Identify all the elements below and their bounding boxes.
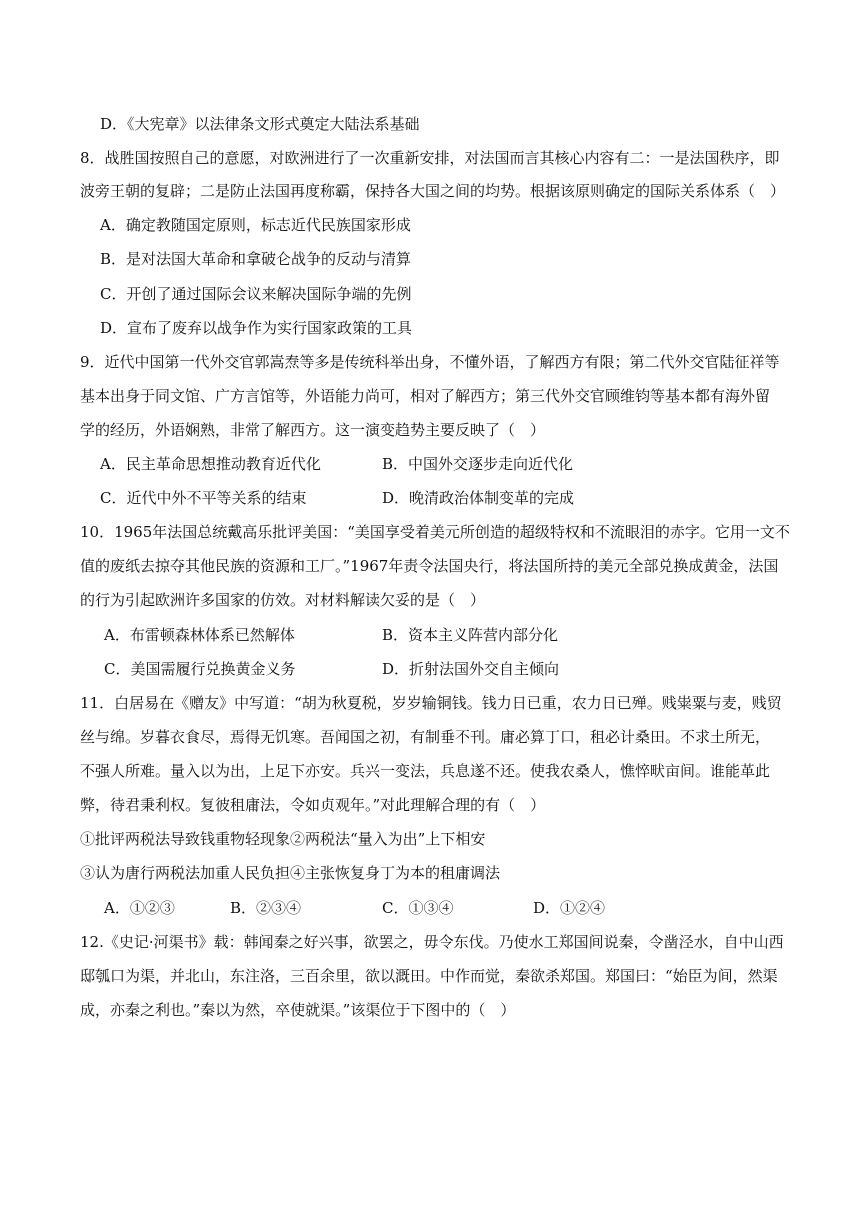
q11-option-c: C．①③④ [382,899,454,917]
q8-option-c: C．开创了通过国际会议来解决国际争端的先例 [100,285,412,303]
q11-option-b: B．②③④ [230,899,302,917]
q7-option-d: D．《大宪章》以法律条文形式奠定大陆法系基础 [100,115,420,133]
q10-stem-line-2: 值的废纸去掠夺其他民族的资源和工厂。”1967年责令法国央行，将法国所持的美元全部兑换成黄金，法国 [80,557,779,575]
q9-option-b: B．中国外交逐步走向近代化 [382,455,574,473]
q9-stem-line-1: 9．近代中国第一代外交官郭嵩焘等多是传统科举出身，不懂外语，了解西方有限；第二代外交官陆征祥等 [80,353,780,371]
q11-stem-line-3: 不强人所难。量入以为出，上足下亦安。兵兴一变法，兵息遂不还。使我农桑人，憔悴畎亩间。谁能革此 [80,762,771,780]
q12-stem-line-1: 12.《史记·河渠书》载：韩闻秦之好兴事，欲罢之，毋令东伐。乃使水工郑国间说秦，令凿泾水，自中山西 [80,933,784,951]
q8-stem-line-2: 波旁王朝的复辟；二是防止法国再度称霸，保持各大国之间的均势。根据该原则确定的国际关系体系（ ） [80,182,786,200]
q11-option-a: A．①②③ [104,899,175,917]
q11-stem-line-2: 丝与绵。岁暮衣食尽，焉得无饥寒。吾闻国之初，有制垂不刊。庸必算丁口，租必计桑田。不求土所无， [80,728,771,746]
q8-option-d: D．宣布了废弃以战争作为实行国家政策的工具 [100,319,413,337]
q8-option-a: A．确定教随国定原则，标志近代民族国家形成 [100,216,411,234]
q12-stem-line-3: 成，亦秦之利也。”秦以为然，卒使就渠。”该渠位于下图中的（ ） [80,1001,516,1019]
q9-stem-line-3: 学的经历，外语娴熟，非常了解西方。这一演变趋势主要反映了（ ） [80,421,546,439]
q9-option-c: C．近代中外不平等关系的结束 [100,489,307,507]
q10-stem-line-3: 的行为引起欧洲许多国家的仿效。对材料解读欠妥的是（ ） [80,591,486,609]
q12-stem-line-2: 邸瓠口为渠，并北山，东注洛，三百余里，欲以溉田。中作而觉，秦欲杀郑国。郑国曰：“始臣为间，然渠 [80,967,778,985]
q8-option-b: B．是对法国大革命和拿破仑战争的反动与清算 [100,250,412,268]
q10-option-c: C．美国需履行兑换黄金义务 [104,660,296,678]
q10-option-b: B．资本主义阵营内部分化 [382,626,559,644]
q10-stem-line-1: 10．1965年法国总统戴高乐批评美国：“美国享受着美元所创造的超级特权和不流眼泪的赤字。它用一文不 [80,523,790,541]
q10-option-a: A．布雷顿森林体系已然解体 [104,626,295,644]
q11-stem-line-4: 弊，待君秉利权。复彼租庸法，令如贞观年。”对此理解合理的有（ ） [80,796,546,814]
q9-option-d: D．晚清政治体制变革的完成 [382,489,575,507]
q8-stem-line-1: 8．战胜国按照自己的意愿，对欧洲进行了一次重新安排，对法国而言其核心内容有二：一是法国秩序，即 [80,149,780,167]
q11-items-line-2: ③认为唐行两税法加重人民负担④主张恢复身丁为本的租庸调法 [80,864,501,882]
q11-items-line-1: ①批评两税法导致钱重物轻现象②两税法“量入为出”上下相安 [80,830,486,848]
q11-option-d: D．①②④ [533,899,606,917]
q9-option-a: A．民主革命思想推动教育近代化 [100,455,321,473]
q11-stem-line-1: 11．白居易在《赠友》中写道：“胡为秋夏税，岁岁输铜钱。钱力日已重，农力日已殚。贱粜粟与麦，贱贸 [80,694,782,712]
q10-option-d: D．折射法国外交自主倾向 [382,660,560,678]
q9-stem-line-2: 基本出身于同文馆、广方言馆等，外语能力尚可，相对了解西方；第三代外交官顾维钧等基本都有海外留 [80,387,771,405]
